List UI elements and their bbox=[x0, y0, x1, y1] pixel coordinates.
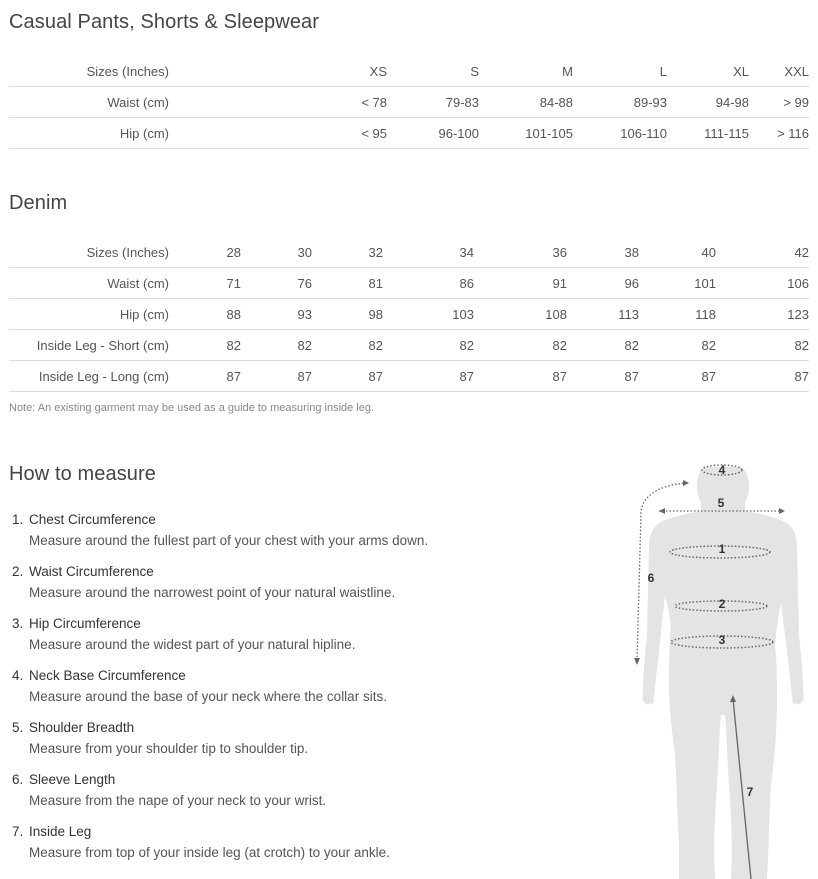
size-value: 123 bbox=[716, 299, 809, 330]
step-title-row bbox=[12, 614, 632, 634]
size-value: 87 bbox=[474, 361, 567, 392]
size-value: M bbox=[479, 56, 573, 87]
arrowhead bbox=[659, 508, 665, 514]
denim-section-title: Denim bbox=[9, 192, 68, 214]
step-number: 4. bbox=[12, 668, 24, 683]
step-title-row bbox=[12, 770, 632, 790]
step-description: Measure from top of your inside leg (at crotch) to your ankle. bbox=[29, 845, 390, 860]
size-value: 38 bbox=[567, 237, 639, 268]
table-row bbox=[9, 268, 809, 299]
size-value: 98 bbox=[312, 299, 383, 330]
size-value: 101 bbox=[639, 268, 716, 299]
row-label: Inside Leg - Short (cm) bbox=[9, 330, 169, 361]
size-value: 82 bbox=[474, 330, 567, 361]
size-value: 86 bbox=[383, 268, 474, 299]
size-value: 91 bbox=[474, 268, 567, 299]
size-value: < 78 bbox=[169, 87, 387, 118]
size-value: > 116 bbox=[749, 118, 809, 149]
size-value: 108 bbox=[474, 299, 567, 330]
step-title: Sleeve Length bbox=[29, 772, 116, 787]
size-value: 89-93 bbox=[573, 87, 667, 118]
table-header-row bbox=[9, 56, 809, 87]
step-number: 3. bbox=[12, 616, 24, 631]
size-value: XL bbox=[667, 56, 749, 87]
measurement-steps bbox=[12, 510, 632, 874]
size-value: 82 bbox=[241, 330, 312, 361]
size-value: 34 bbox=[383, 237, 474, 268]
row-label: Inside Leg - Long (cm) bbox=[9, 361, 169, 392]
size-value: L bbox=[573, 56, 667, 87]
size-value: 87 bbox=[312, 361, 383, 392]
casual-section-title: Casual Pants, Shorts & Sleepwear bbox=[9, 11, 320, 33]
step-title-row bbox=[12, 562, 632, 582]
step-number: 1. bbox=[12, 512, 24, 527]
row-label: Waist (cm) bbox=[9, 268, 169, 299]
size-value: 93 bbox=[241, 299, 312, 330]
size-value: 82 bbox=[312, 330, 383, 361]
size-value: 32 bbox=[312, 237, 383, 268]
size-value: 82 bbox=[169, 330, 241, 361]
table-row bbox=[9, 118, 809, 149]
step-title: Inside Leg bbox=[29, 824, 92, 839]
size-value: 42 bbox=[716, 237, 809, 268]
row-label: Sizes (Inches) bbox=[9, 56, 169, 87]
size-value: 87 bbox=[169, 361, 241, 392]
measurement-step bbox=[12, 614, 632, 666]
size-value: 30 bbox=[241, 237, 312, 268]
step-description: Measure around the fullest part of your chest with your arms down. bbox=[29, 533, 429, 548]
measurement-step bbox=[12, 822, 632, 874]
body-silhouette bbox=[642, 467, 803, 879]
step-title: Waist Circumference bbox=[29, 564, 154, 579]
measurement-marker-label: 4 bbox=[718, 463, 726, 477]
measurement-step bbox=[12, 770, 632, 822]
table-row bbox=[9, 330, 809, 361]
size-value: 106-110 bbox=[573, 118, 667, 149]
measurement-marker-label: 5 bbox=[717, 496, 725, 510]
step-title-row bbox=[12, 822, 632, 842]
step-description: Measure around the widest part of your natural hipline. bbox=[29, 637, 356, 652]
step-number: 7. bbox=[12, 824, 24, 839]
step-number: 5. bbox=[12, 720, 24, 735]
table-header-row bbox=[9, 237, 809, 268]
step-description: Measure around the narrowest point of your natural waistline. bbox=[29, 585, 396, 600]
size-value: < 95 bbox=[169, 118, 387, 149]
table-row bbox=[9, 299, 809, 330]
step-title-row bbox=[12, 666, 632, 686]
size-value: 71 bbox=[169, 268, 241, 299]
size-value: 88 bbox=[169, 299, 241, 330]
size-value: 96 bbox=[567, 268, 639, 299]
size-value: 111-115 bbox=[667, 118, 749, 149]
size-value: 103 bbox=[383, 299, 474, 330]
measurement-marker-label: 6 bbox=[647, 571, 655, 585]
size-value: 87 bbox=[241, 361, 312, 392]
size-value: 118 bbox=[639, 299, 716, 330]
inside-leg-note: Note: An existing garment may be used as a guide to measuring inside leg. bbox=[9, 402, 375, 414]
size-value: 82 bbox=[716, 330, 809, 361]
size-value: XXL bbox=[749, 56, 809, 87]
size-value: 94-98 bbox=[667, 87, 749, 118]
step-number: 2. bbox=[12, 564, 24, 579]
size-value: 40 bbox=[639, 237, 716, 268]
how-to-measure-title: How to measure bbox=[9, 463, 157, 485]
step-title: Shoulder Breadth bbox=[29, 720, 135, 735]
casual-size-table bbox=[9, 56, 809, 149]
size-value: XS bbox=[169, 56, 387, 87]
size-value: 87 bbox=[567, 361, 639, 392]
size-value: 76 bbox=[241, 268, 312, 299]
size-value: 28 bbox=[169, 237, 241, 268]
step-description: Measure around the base of your neck where the collar sits. bbox=[29, 689, 387, 704]
arrowhead bbox=[683, 480, 689, 486]
arrowhead bbox=[634, 658, 640, 665]
measurement-step bbox=[12, 666, 632, 718]
size-value: 96-100 bbox=[387, 118, 479, 149]
row-label: Sizes (Inches) bbox=[9, 237, 169, 268]
size-value: 82 bbox=[639, 330, 716, 361]
step-title: Chest Circumference bbox=[29, 512, 156, 527]
size-value: 101-105 bbox=[479, 118, 573, 149]
step-title-row bbox=[12, 510, 632, 530]
size-value: 81 bbox=[312, 268, 383, 299]
size-value: 84-88 bbox=[479, 87, 573, 118]
denim-size-table bbox=[9, 237, 809, 392]
measurement-marker-label: 3 bbox=[718, 633, 726, 647]
size-value: > 99 bbox=[749, 87, 809, 118]
size-value: S bbox=[387, 56, 479, 87]
step-title-row bbox=[12, 718, 632, 738]
size-value: 87 bbox=[383, 361, 474, 392]
size-value: 36 bbox=[474, 237, 567, 268]
size-value: 113 bbox=[567, 299, 639, 330]
measurement-marker-label: 7 bbox=[746, 785, 754, 799]
step-title: Neck Base Circumference bbox=[29, 668, 186, 683]
row-label: Waist (cm) bbox=[9, 87, 169, 118]
table-row bbox=[9, 87, 809, 118]
row-label: Hip (cm) bbox=[9, 118, 169, 149]
size-value: 87 bbox=[716, 361, 809, 392]
step-description: Measure from your shoulder tip to shoulder tip. bbox=[29, 741, 309, 756]
measurement-step bbox=[12, 718, 632, 770]
arrowhead bbox=[779, 508, 785, 514]
size-value: 87 bbox=[639, 361, 716, 392]
size-value: 106 bbox=[716, 268, 809, 299]
size-value: 82 bbox=[567, 330, 639, 361]
step-description: Measure from the nape of your neck to your wrist. bbox=[29, 793, 327, 808]
row-label: Hip (cm) bbox=[9, 299, 169, 330]
step-number: 6. bbox=[12, 772, 24, 787]
measurement-marker-label: 1 bbox=[718, 542, 726, 556]
measurement-marker-label: 2 bbox=[718, 597, 726, 611]
body-measurement-figure bbox=[625, 455, 815, 879]
table-row bbox=[9, 361, 809, 392]
step-title: Hip Circumference bbox=[29, 616, 141, 631]
size-value: 79-83 bbox=[387, 87, 479, 118]
measurement-step bbox=[12, 562, 632, 614]
size-value: 82 bbox=[383, 330, 474, 361]
measurement-step bbox=[12, 510, 632, 562]
